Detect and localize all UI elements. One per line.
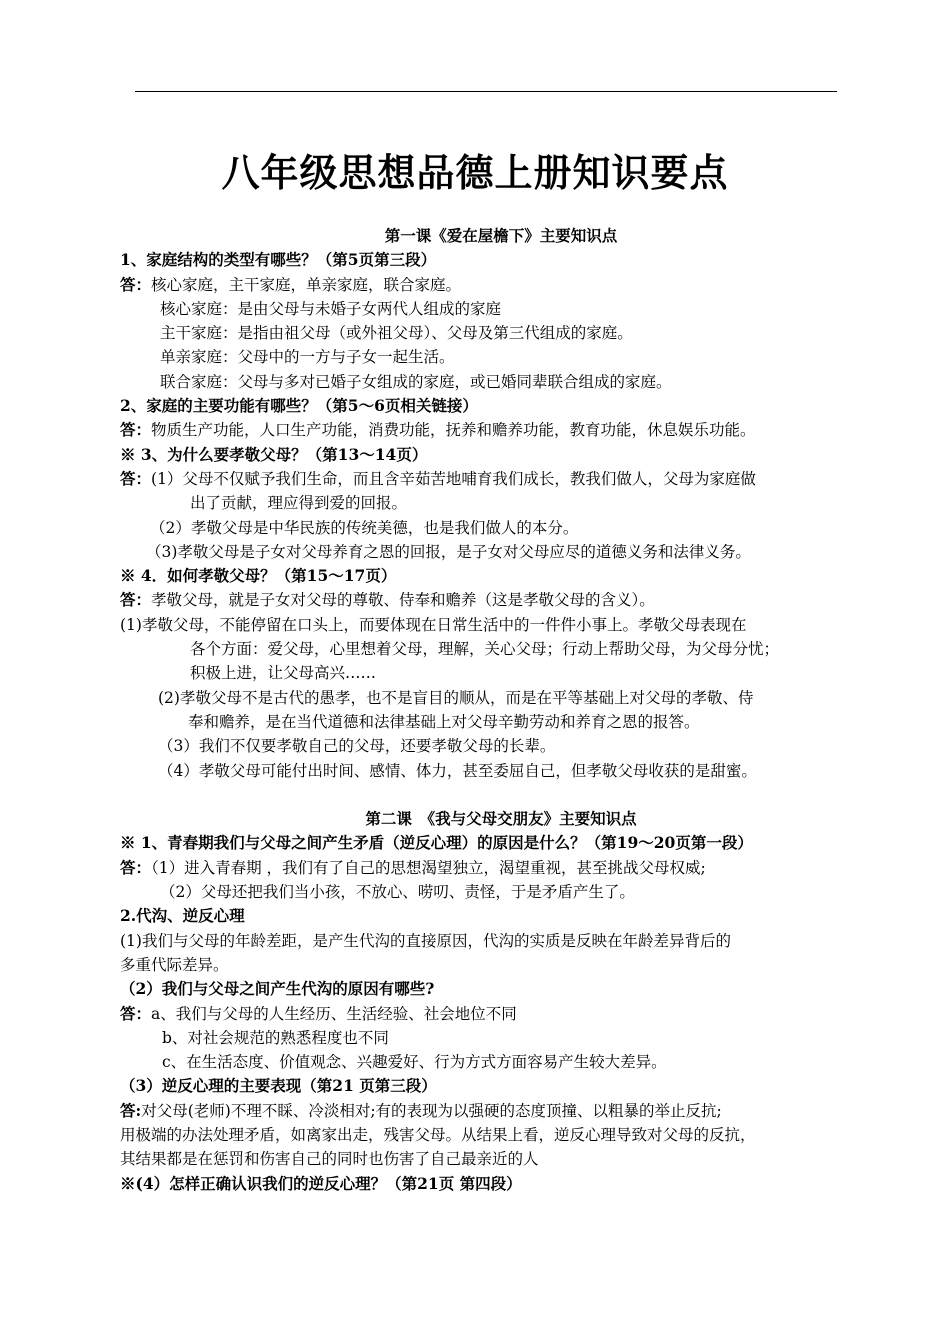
lesson1-question-4: ※ 4．如何孝敬父母？（第15～17页） [120, 566, 397, 586]
lesson1-question-1: 1、家庭结构的类型有哪些？（第5页第三段） [120, 250, 437, 270]
definition-line: 核心家庭：是由父母与未婚子女两代人组成的家庭 [160, 299, 502, 318]
lesson2-subquestion-4: ※(4）怎样正确认识我们的逆反心理？（第21页 第四段） [120, 1173, 522, 1193]
lesson1-heading: 第一课《爱在屋檐下》主要知识点 [384, 226, 618, 245]
answer-point: (1)孝敬父母，不能停留在口头上，而要体现在日常生活中的一件件小事上。孝敬父母表现在 [120, 615, 747, 634]
answer-text: (1）父母不仅赋予我们生命，而且含辛茹苦地哺育我们成长，教我们做人，父母为家庭做 [151, 469, 756, 488]
answer-line [120, 856, 882, 880]
answer-continuation: 积极上进，让父母高兴…… [190, 664, 377, 683]
answer-line [120, 1002, 882, 1026]
answer-line [120, 1099, 882, 1123]
answer-label: 答： [120, 590, 152, 610]
answer-point: （2）孝敬父母是中华民族的传统美德，也是我们做人的本分。 [150, 518, 579, 537]
answer-continuation: 其结果都是在惩罚和伤害自己的同时也伤害了自己最亲近的人 [120, 1150, 539, 1169]
answer-line [120, 588, 882, 612]
definition-line: 单亲家庭：父母中的一方与子女一起生活。 [160, 348, 455, 367]
answer-point: （4）孝敬父母可能付出时间、感情、体力，甚至委屈自己，但孝敬父母收获的是甜蜜。 [158, 761, 757, 780]
document-body [120, 224, 882, 1196]
answer-point: b、对社会规范的熟悉程度也不同 [162, 1028, 389, 1047]
answer-label: 答： [120, 420, 152, 440]
answer-point: （2）父母还把我们当小孩，不放心、唠叨、责怪，于是矛盾产生了。 [160, 883, 635, 902]
answer-line [120, 273, 882, 297]
header-rule [135, 91, 837, 92]
lesson1-question-3: ※ 3、为什么要孝敬父母？（第13～14页） [120, 444, 428, 464]
document-title: 八年级思想品德上册知识要点 [221, 151, 729, 195]
answer-point: （3）我们不仅要孝敬自己的父母，还要孝敬父母的长辈。 [158, 737, 556, 756]
answer-point: (1)我们与父母的年龄差距，是产生代沟的直接原因，代沟的实质是反映在年龄差异背后的 [120, 931, 731, 950]
answer-text: 核心家庭，主干家庭，单亲家庭，联合家庭。 [151, 275, 462, 294]
answer-text: （1）进入青春期 ，我们有了自己的思想渴望独立，渴望重视，甚至挑战父母权威; [151, 858, 706, 877]
lesson2-subquestion-2: （2）我们与父母之间产生代沟的原因有哪些? [120, 979, 435, 999]
lesson1-question-2: 2、家庭的主要功能有哪些？（第5～6页相关链接） [120, 396, 478, 416]
answer-continuation: 出了贡献，理应得到爱的回报。 [190, 494, 408, 513]
lesson2-heading: 第二课 《我与父母交朋友》主要知识点 [365, 809, 637, 829]
answer-label: 答： [120, 274, 152, 294]
answer-label: 答： [120, 468, 152, 488]
definition-line: 联合家庭：父母与多对已婚子女组成的家庭，或已婚同辈联合组成的家庭。 [160, 372, 672, 391]
answer-label: 答： [120, 1003, 152, 1023]
lesson2-question-2: 2.代沟、逆反心理 [120, 906, 245, 926]
answer-continuation: 多重代际差异。 [120, 955, 229, 974]
answer-text: 孝敬父母，就是子女对父母的尊敬、侍奉和赡养（这是孝敬父母的含义）。 [151, 591, 655, 610]
answer-label: 答： [120, 857, 152, 877]
answer-point: c、在生活态度、价值观念、兴趣爱好、行为方式方面容易产生较大差异。 [162, 1053, 667, 1072]
answer-text: a、我们与父母的人生经历、生活经验、社会地位不同 [151, 1004, 517, 1023]
answer-point: （3)孝敬父母是子女对父母养育之恩的回报，是子女对父母应尽的道德义务和法律义务。 [146, 542, 751, 561]
definition-line: 主干家庭：是指由祖父母（或外祖父母）、父母及第三代组成的家庭。 [160, 324, 633, 343]
answer-label: 答: [120, 1100, 142, 1120]
answer-continuation: 用极端的办法处理矛盾，如离家出走，残害父母。从结果上看，逆反心理导致对父母的反抗， [120, 1125, 756, 1144]
lesson2-question-1: ※ 1、青春期我们与父母之间产生矛盾（逆反心理）的原因是什么？（第19～20页第一段） [120, 833, 753, 853]
answer-line [120, 467, 882, 491]
answer-continuation: 奉和赡养，是在当代道德和法律基础上对父母辛勤劳动和养育之恩的报答。 [188, 712, 700, 731]
answer-text: 对父母(老师)不理不睬、冷淡相对;有的表现为以强硬的态度顶撞、以粗暴的举止反抗; [141, 1101, 722, 1120]
answer-text: 物质生产功能，人口生产功能，消费功能，抚养和赡养功能，教育功能，休息娱乐功能。 [151, 421, 756, 440]
answer-continuation: 各个方面：爱父母，心里想着父母，理解，关心父母；行动上帮助父母，为父母分忧； [190, 640, 780, 659]
answer-line [120, 418, 882, 442]
lesson2-subquestion-3: （3）逆反心理的主要表现（第21 页第三段） [120, 1076, 437, 1096]
section-gap [120, 783, 882, 807]
answer-point: (2)孝敬父母不是古代的愚孝，也不是盲目的顺从，而是在平等基础上对父母的孝敬、侍 [158, 688, 754, 707]
